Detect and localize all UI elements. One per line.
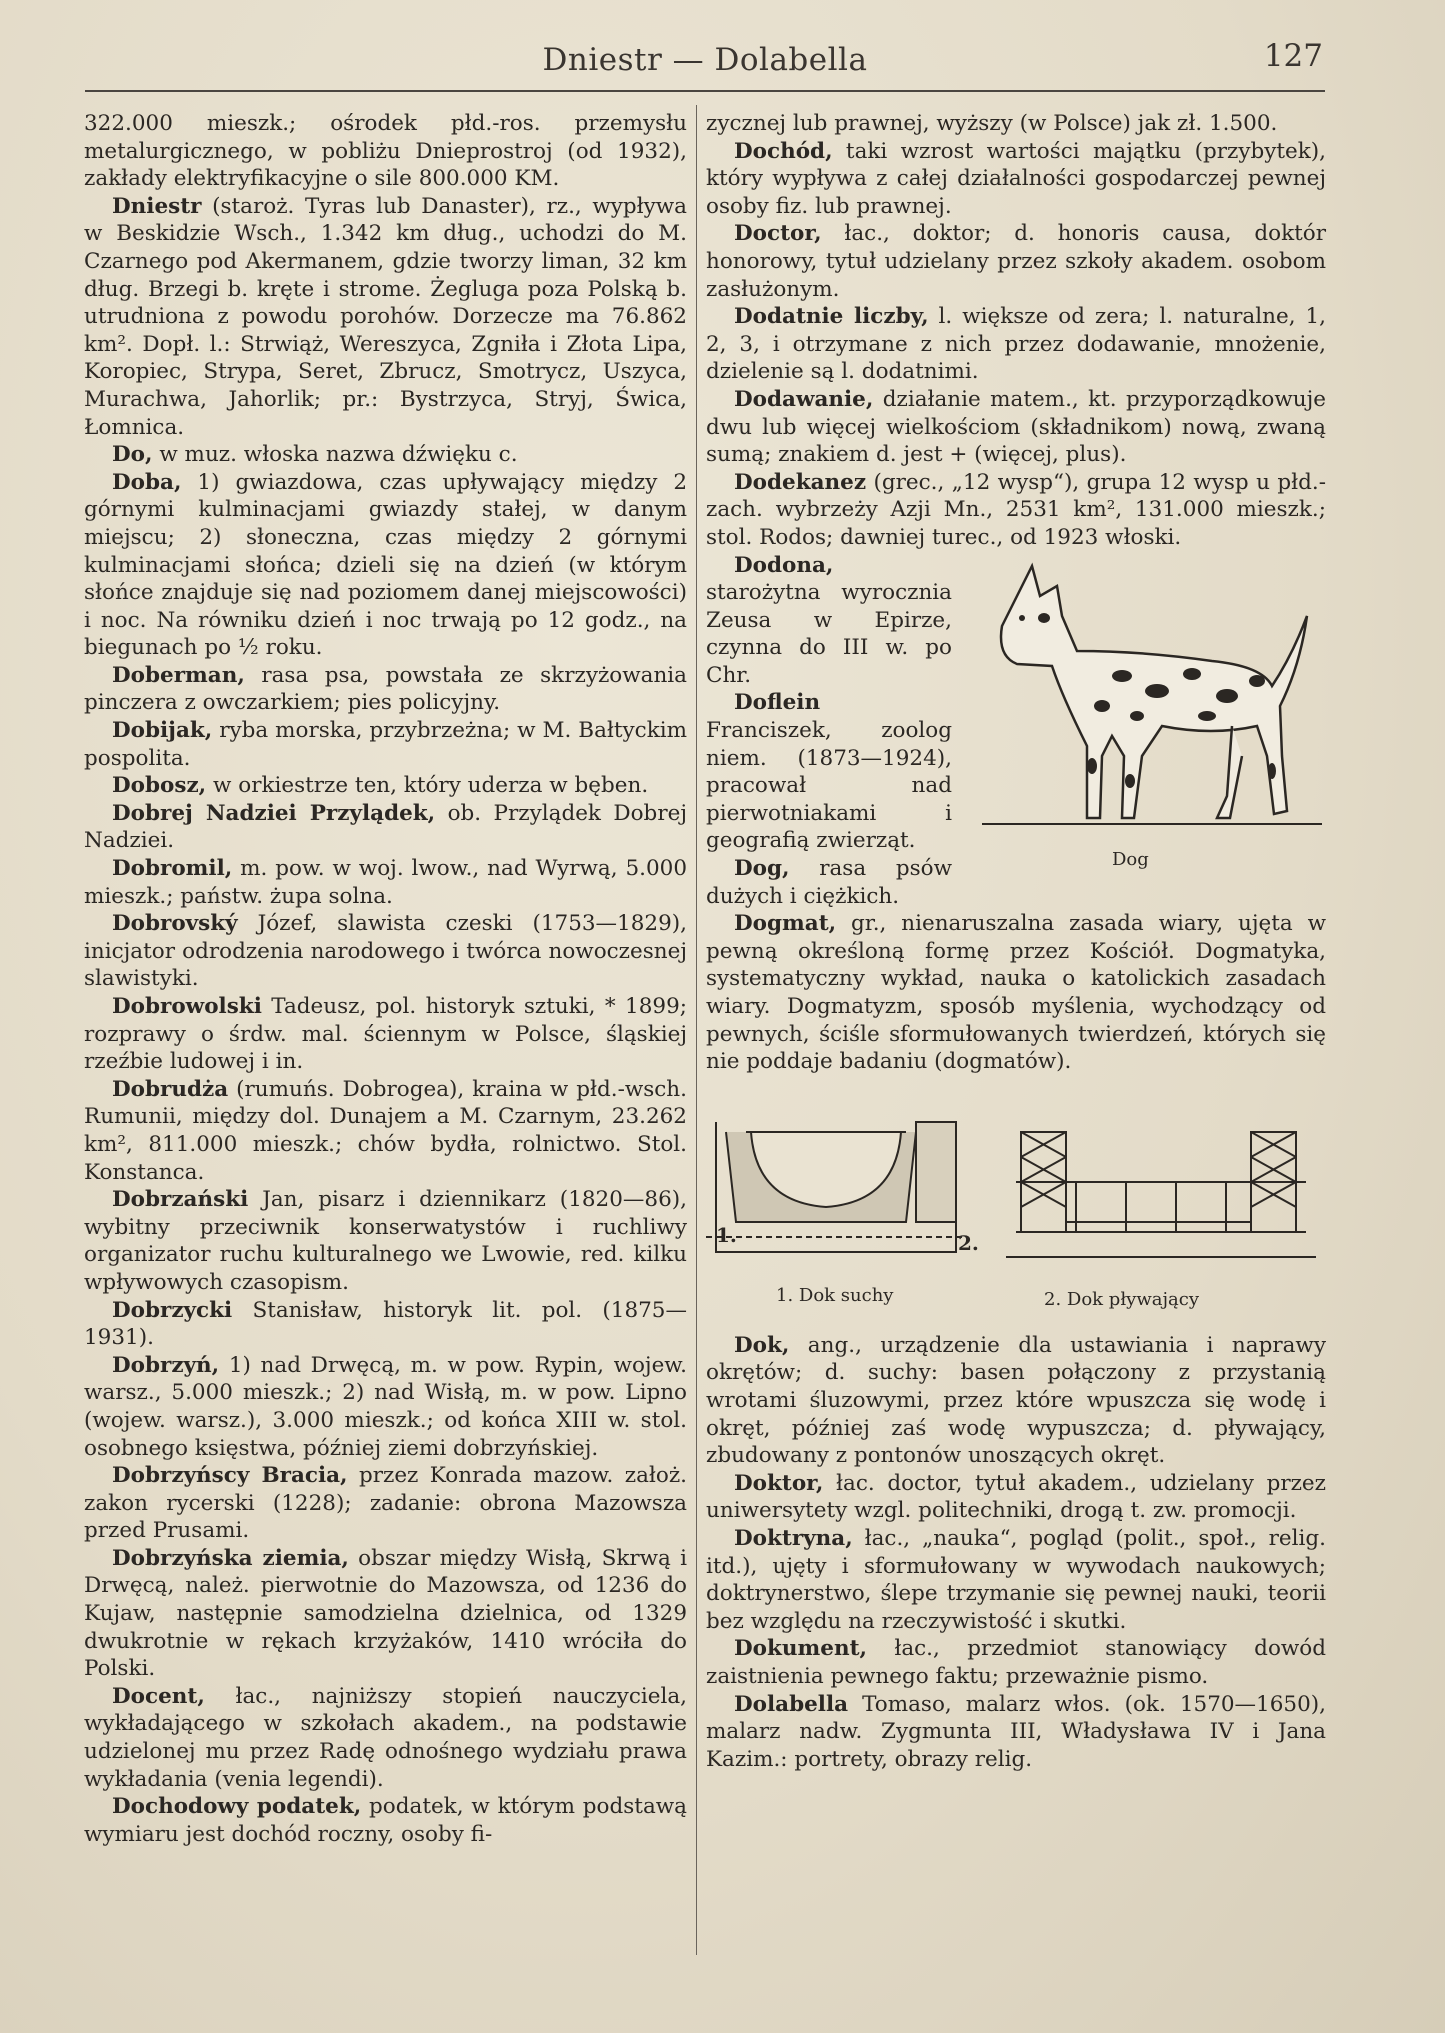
entry-definition: w orkiestrze ten, który uderza w bęben. bbox=[206, 773, 649, 799]
dictionary-entry bbox=[84, 772, 687, 800]
dictionary-entry bbox=[84, 469, 687, 662]
dictionary-entry bbox=[706, 303, 1326, 386]
entry-definition: taki wzrost wartości majątku (przybytek), który wypływa z całej działalności gospodarczej pewnej osoby fiz. lub prawnej. bbox=[706, 138, 1326, 219]
entry-headword: Dobrovský bbox=[112, 911, 238, 937]
entry-definition: 322.000 mieszk.; ośrodek płd.-ros. przemysłu metalurgicznego, w pobliżu Dnieprostroj (od 1932), zakłady elektryfikacyjne o sile 800.000 KM. bbox=[84, 111, 687, 192]
entry-definition: ryba morska, przybrzeżna; w M. Bałtyckim pospolita. bbox=[84, 718, 687, 771]
dictionary-entry bbox=[84, 910, 687, 993]
dictionary-entry bbox=[84, 1545, 687, 1683]
dictionary-entry bbox=[84, 1076, 687, 1186]
dock-label-1: 1. bbox=[716, 1222, 737, 1247]
dictionary-entry bbox=[706, 910, 1326, 1076]
entry-definition: działanie matem., kt. przyporządkowuje dwu lub więcej wielkościom (składnikom) nową, zwaną sumą; znakiem d. jest + (więcej, plus). bbox=[706, 386, 1326, 468]
entry-definition: w muz. włoska nazwa dźwięku c. bbox=[152, 442, 518, 468]
entry-definition: 1) nad Drwęcą, m. w pow. Rypin, wojew. warsz., 5.000 mieszk.; 2) nad Wisłą, m. w pow. Lipno (wojew. warsz.), 3.000 mieszk.; od końca XIII w. stol. osobnego księstwa, później ziemi dobrzyńskiej. bbox=[84, 1352, 687, 1461]
entry-headword: Doba, bbox=[112, 469, 182, 495]
dictionary-entry bbox=[84, 800, 687, 855]
dictionary-entry bbox=[84, 855, 687, 910]
dictionary-entry bbox=[706, 469, 1326, 552]
entry-definition: starożytna wyrocznia Zeusa w Epirze, czynna do III w. po Chr. bbox=[706, 580, 952, 688]
dictionary-entry bbox=[706, 1635, 1326, 1690]
dictionary-entry bbox=[706, 220, 1326, 303]
entry-definition: Franciszek, zoolog niem. (1873—1924), pracował nad pierwotniakami i geografią zwierząt. bbox=[706, 718, 952, 854]
entry-headword: Docent, bbox=[112, 1683, 205, 1709]
entry-headword: Dobrzycki bbox=[112, 1297, 233, 1323]
entry-headword: Dochód, bbox=[734, 138, 833, 164]
entry-headword: Doflein bbox=[734, 690, 821, 716]
entry-headword: Dobrudża bbox=[112, 1076, 229, 1102]
entry-headword: Doctor, bbox=[734, 221, 822, 247]
entry-definition: gr., nienaruszalna zasada wiary, ujęta w pewną określoną formę przez Kościół. Dogmatyka, systematyczny wykład, nauka o katolickich zasadach wiary. Dogmatyzm, sposób myślenia, wychodzący od pewnych, ściśle sformułowanych twierdzeń, których się nie poddaje badaniu (dogmatów). bbox=[706, 911, 1326, 1075]
entry-headword: Dobrzański bbox=[112, 1187, 249, 1213]
entry-headword: Doktryna, bbox=[734, 1525, 853, 1551]
dog-section bbox=[706, 552, 1326, 1076]
entry-definition: łac., doktor; d. honoris causa, doktór honorowy, tytuł udzielany przez szkoły akadem. osobom zasłużonym. bbox=[706, 221, 1326, 302]
entry-definition: obszar między Wisłą, Skrwą i Drwęcą, należ. pierwotnie do Mazowsza, od 1236 do Kujaw, następnie samodzielna dzielnica, od 1329 dwukrotnie w rękach krzyżaków, 1410 wróciła do Polski. bbox=[84, 1545, 688, 1682]
entry-headword: Dolabella bbox=[734, 1691, 849, 1717]
dictionary-entry bbox=[84, 193, 687, 441]
entry-definition: przez Konrada mazow. założ. zakon rycerski (1228); zadanie: obrona Mazowsza przed Prusami. bbox=[84, 1463, 687, 1544]
entry-headword: Dokument, bbox=[734, 1636, 867, 1662]
entry-definition: łac., najniższy stopień nauczyciela, wykładającego w szkołach akadem., na podstawie udzielonej mu przez Radę odnośnego wydziału prawa wykładania (venia legendi). bbox=[84, 1683, 687, 1792]
dictionary-entry bbox=[84, 1793, 687, 1848]
entry-headword: Dobrzyńscy Bracia, bbox=[112, 1463, 348, 1489]
dictionary-entry bbox=[84, 993, 687, 1076]
entry-headword: Dogmat, bbox=[734, 911, 837, 937]
entry-headword: Dniestr bbox=[112, 193, 202, 219]
page-number: 127 bbox=[1263, 38, 1323, 74]
entry-headword: Dobrzyńska ziemia, bbox=[112, 1545, 349, 1571]
dictionary-entry bbox=[84, 1297, 687, 1352]
entry-headword: Dobromil, bbox=[112, 856, 233, 882]
dog-caption: Dog bbox=[1112, 848, 1149, 870]
dock-illustration bbox=[706, 1112, 1326, 1310]
entry-definition: ob. Przylądek Dobrej Nadziei. bbox=[84, 800, 687, 854]
entry-definition: zycznej lub prawnej, wyższy (w Polsce) jak zł. 1.500. bbox=[706, 111, 1278, 136]
entry-definition: rasa psa, powstała ze skrzyżowania pinczera z owczarkiem; pies policyjny. bbox=[84, 662, 687, 716]
running-title: Dniestr — Dolabella bbox=[542, 42, 868, 78]
entry-headword: Dodatnie liczby, bbox=[734, 304, 929, 330]
entry-headword: Dobrzyń, bbox=[112, 1352, 220, 1378]
entry-definition: (rumuńs. Dobrogea), kraina w płd.-wsch. Rumunii, między dol. Dunajem a M. Czarnym, 23.262 km², 811.000 mieszk.; chów bydła, rolnictwo. Stol. Konstanca. bbox=[84, 1076, 687, 1185]
dictionary-entry bbox=[706, 386, 1326, 469]
entry-headword: Dodekanez bbox=[734, 469, 867, 495]
dictionary-entry bbox=[706, 110, 1326, 138]
dictionary-entry bbox=[706, 1691, 1326, 1774]
entry-definition: Tadeusz, pol. historyk sztuki, * 1899; rozprawy o śrdw. mal. ściennym w Polsce, śląskiej rzeźbie ludowej i in. bbox=[84, 994, 687, 1075]
dog-illustration bbox=[962, 556, 1332, 874]
entry-headword: Dobijak, bbox=[112, 718, 213, 744]
right-column bbox=[706, 110, 1326, 1773]
entry-definition: 1) gwiazdowa, czas upływający między 2 górnymi kulminacjami gwiazdy stałej, w danym miejscu; 2) słoneczna, czas między 2 górnymi kulminacjami słońca; dzieli się na dzień (w którym słońce znajduje się nad poziomem danej miejscowości) i noc. Na równiku dzień i noc trwają po 12 godz., na biegunach po ½ roku. bbox=[84, 469, 687, 661]
right-column-bottom bbox=[706, 1332, 1326, 1774]
entry-definition: łac., przedmiot stanowiący dowód zaistnienia pewnego faktu; przeważnie pismo. bbox=[706, 1636, 1326, 1689]
dry-dock-caption: 1. Dok suchy bbox=[776, 1284, 894, 1306]
dock-drawing-icon bbox=[706, 1112, 1326, 1277]
dictionary-entry bbox=[84, 441, 687, 469]
dictionary-entry bbox=[84, 1186, 687, 1296]
entry-definition: m. pow. w woj. lwow., nad Wyrwą, 5.000 mieszk.; państw. żupa solna. bbox=[84, 856, 687, 909]
entry-definition: l. większe od zera; l. naturalne, 1, 2, 3, i otrzymane z nich przez dodawanie, mnożenie, dzielenie są l. dodatnimi. bbox=[706, 304, 1327, 385]
entry-definition: podatek, w którym podstawą wymiaru jest dochód roczny, osoby fi- bbox=[84, 1794, 687, 1847]
dictionary-entry bbox=[84, 1352, 687, 1462]
entry-definition: (staroż. Tyras lub Danaster), rz., wypływa w Beskidzie Wsch., 1.342 km dług., uchodzi do M. Czarnego pod Akermanem, gdzie tworzy liman, 32 km dług. Brzegi b. kręte i strome. Żegluga poza Polską b. utrudniona z powodu porohów. Dorzecze ma 76.862 km². Dopł. l.: Strwiąż, Wereszyca, Zgniła i Złota Lipa, Koropiec, Strypa, Seret, Zbrucz, Smotrycz, Uszyca, Murachwa, Jahorlik; pr.: Bystrzyca, Stryj, Świca, Łomnica. bbox=[84, 193, 687, 440]
entry-definition: (grec., „12 wysp“), grupa 12 wysp u płd.-zach. wybrzeży Azji Mn., 2531 km², 131.000 mieszk.; stol. Rodos; dawniej turec., od 1923 włoski. bbox=[706, 469, 1326, 550]
entry-definition: Stanisław, historyk lit. pol. (1875—1931). bbox=[84, 1297, 687, 1351]
entry-headword: Dobosz, bbox=[112, 773, 207, 799]
dictionary-entry bbox=[84, 1683, 687, 1793]
left-column bbox=[84, 110, 687, 1848]
entry-headword: Dochodowy podatek, bbox=[112, 1794, 362, 1820]
entry-headword: Do, bbox=[112, 442, 153, 468]
column-divider bbox=[696, 105, 697, 1955]
entry-headword: Dobrowolski bbox=[112, 994, 262, 1019]
entry-headword: Dog, bbox=[734, 856, 790, 882]
right-column-top bbox=[706, 110, 1326, 552]
dictionary-entry bbox=[706, 138, 1326, 221]
page-header bbox=[85, 30, 1325, 92]
dictionary-entry bbox=[84, 662, 687, 717]
dictionary-entry bbox=[84, 717, 687, 772]
dock-label-2: 2. bbox=[958, 1230, 979, 1255]
dictionary-entry bbox=[706, 1470, 1326, 1525]
dictionary-entry bbox=[84, 1462, 687, 1545]
floating-dock-caption: 2. Dok pływający bbox=[1044, 1288, 1200, 1310]
entry-headword: Dodawanie, bbox=[734, 386, 874, 412]
entry-headword: Dobrej Nadziei Przylądek, bbox=[112, 800, 436, 826]
entry-definition: łac., „nauka“, pogląd (polit., społ., relig. itd.), ujęty i sformułowany w wywodach naukowych; doktrynerstwo, ślepe trzymanie się pewnej nauki, teorii bez względu na rzeczywistość i skutki. bbox=[706, 1525, 1326, 1634]
entry-definition: Józef, slawista czeski (1753—1829), inicjator odrodzenia narodowego i twórca nowoczesnej slawistyki. bbox=[84, 911, 687, 992]
entry-definition: ang., urządzenie dla ustawiania i naprawy okrętów; d. suchy: basen połączony z przystanią wrotami śluzowymi, przez które wpuszcza się wodę i okręt, później zaś wodę wypuszcza; d. pływający, zbudowany z pontonów unoszących okręt. bbox=[706, 1332, 1326, 1469]
entry-definition: Jan, pisarz i dziennikarz (1820—86), wybitny przeciwnik konserwatystów i ruchliwy organizator ruchu kulturalnego we Lwowie, red. kilku wpływowych czasopism. bbox=[84, 1187, 687, 1295]
dog-drawing-icon bbox=[962, 556, 1332, 846]
dictionary-entry bbox=[706, 1525, 1326, 1635]
entry-headword: Dodona, bbox=[734, 552, 834, 578]
entry-headword: Dok, bbox=[734, 1332, 790, 1358]
entry-definition: Tomaso, malarz włos. (ok. 1570—1650), malarz nadw. Zygmunta III, Władysława IV i Jana Kazim.: portrety, obrazy relig. bbox=[706, 1691, 1326, 1772]
dictionary-entry bbox=[706, 1332, 1326, 1470]
entry-definition: rasa psów dużych i ciężkich. bbox=[706, 856, 952, 909]
entry-headword: Doktor, bbox=[734, 1470, 824, 1496]
entry-headword: Doberman, bbox=[112, 662, 245, 688]
dictionary-entry bbox=[84, 110, 687, 193]
entry-definition: łac. doctor, tytuł akadem., udzielany przez uniwersytety wzgl. politechniki, drogą t. zw. promocji. bbox=[706, 1470, 1326, 1524]
